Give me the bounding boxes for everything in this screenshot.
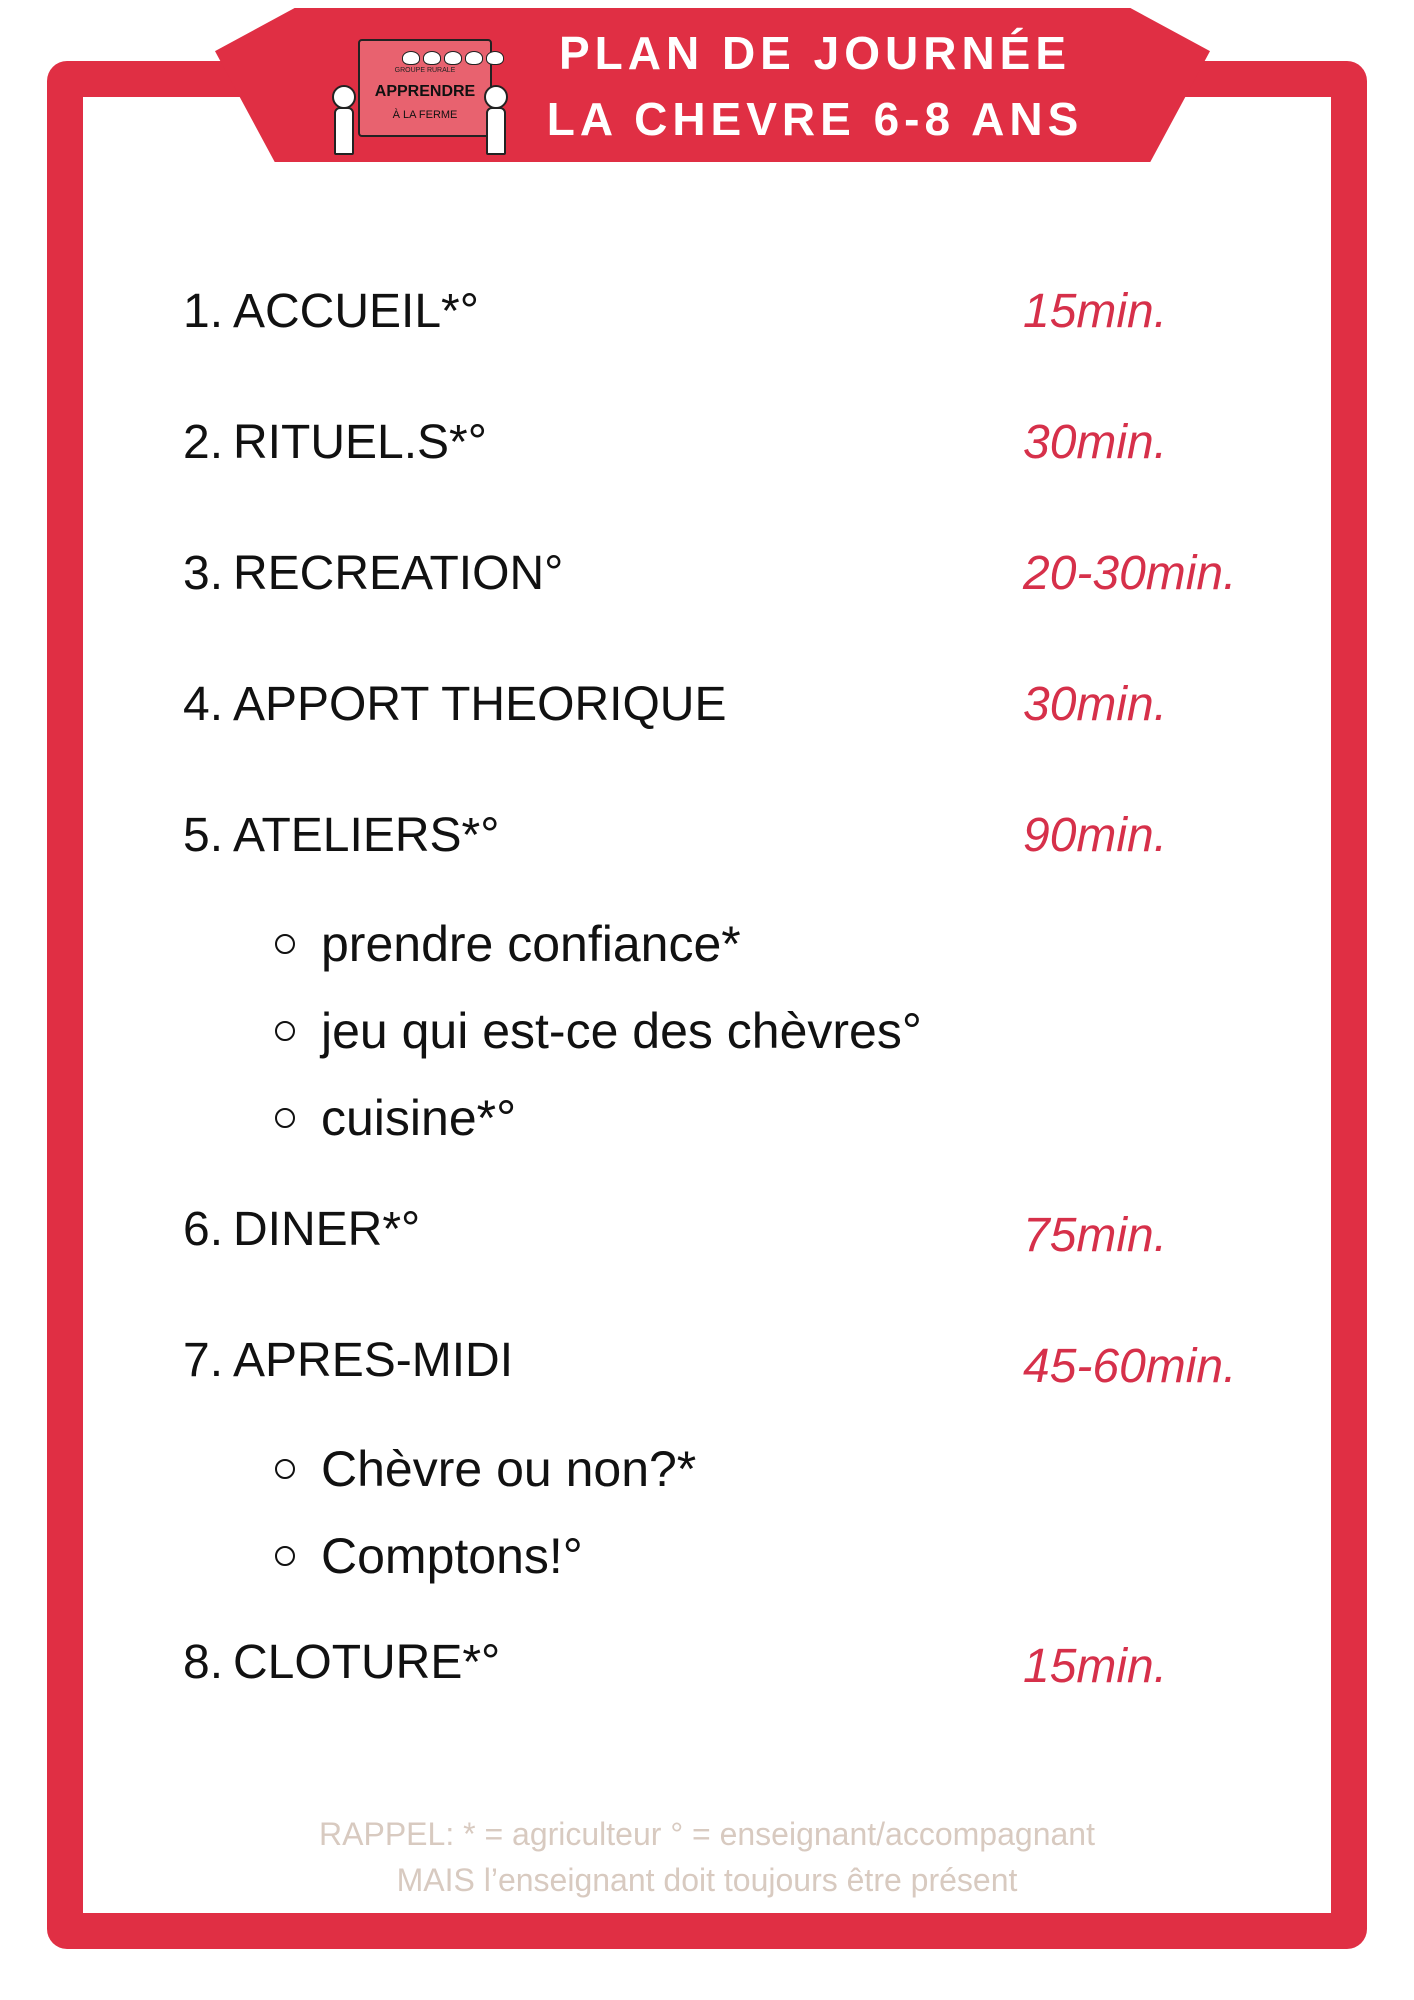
sub-item-label: cuisine*°: [321, 1090, 517, 1146]
sub-item-label: prendre confiance*: [321, 916, 741, 972]
sub-item: [275, 1001, 922, 1061]
circle-bullet-icon: [275, 1021, 295, 1041]
sub-item: [275, 1526, 583, 1586]
item-label: APPORT THEORIQUE: [233, 678, 727, 731]
circle-bullet-icon: [275, 934, 295, 954]
item-number: 1.: [183, 285, 224, 338]
item-label: DINER*°: [233, 1203, 421, 1256]
sub-item-label: Comptons!°: [321, 1528, 583, 1584]
logo-main-text: APPRENDRE: [374, 83, 476, 100]
sub-item: [275, 1088, 516, 1148]
item-label: RITUEL.S*°: [233, 416, 487, 469]
schedule-item: [183, 1633, 500, 1693]
item-number: 7.: [183, 1334, 224, 1387]
footer-reminder: RAPPEL: * = agriculteur ° = enseignant/accompagnant: [319, 1816, 1095, 1852]
schedule-item: [183, 1200, 420, 1260]
item-number: 4.: [183, 678, 224, 731]
item-number: 5.: [183, 809, 224, 862]
item-duration: 45-60min.: [1023, 1340, 1237, 1393]
sub-item: [275, 1439, 696, 1499]
schedule-item: [183, 544, 563, 604]
item-duration: 90min.: [1023, 809, 1168, 862]
item-duration: 15min.: [1023, 285, 1168, 338]
logo-sub-text: À LA FERME: [392, 109, 458, 121]
item-number: 8.: [183, 1636, 224, 1689]
sub-item-label: jeu qui est-ce des chèvres°: [321, 1003, 922, 1059]
item-number: 2.: [183, 416, 224, 469]
title-line-2: LA CHEVRE 6-8 ANS: [546, 93, 1084, 145]
schedule-item: [183, 675, 726, 735]
apprendre-logo: [330, 35, 510, 160]
logo-small-text: GROUPE RURALE: [394, 67, 456, 74]
item-duration: 30min.: [1023, 416, 1168, 469]
item-duration: 75min.: [1023, 1209, 1168, 1262]
item-label: ACCUEIL*°: [233, 285, 479, 338]
circle-bullet-icon: [275, 1108, 295, 1128]
item-label: CLOTURE*°: [233, 1636, 501, 1689]
sub-item: [275, 914, 741, 974]
item-label: RECREATION°: [233, 547, 564, 600]
item-duration: 20-30min.: [1023, 547, 1237, 600]
circle-bullet-icon: [275, 1546, 295, 1566]
item-label: APRES-MIDI: [233, 1334, 514, 1387]
item-duration: 30min.: [1023, 678, 1168, 731]
item-number: 6.: [183, 1203, 224, 1256]
logo-board: [358, 39, 492, 137]
child-girl-icon: [330, 85, 354, 155]
item-label: ATELIERS*°: [233, 809, 500, 862]
footer-note: MAIS l’enseignant doit toujours être présent: [396, 1862, 1018, 1898]
schedule-item: [183, 413, 487, 473]
child-boy-icon: [482, 85, 506, 155]
circle-bullet-icon: [275, 1459, 295, 1479]
schedule-item: [183, 1331, 513, 1391]
schedule-item: [183, 806, 499, 866]
title-line-1: PLAN DE JOURNÉE: [558, 27, 1072, 79]
sub-item-label: Chèvre ou non?*: [321, 1441, 697, 1497]
item-duration: 15min.: [1023, 1640, 1168, 1693]
animals-icon: [400, 51, 506, 67]
schedule-item: [183, 282, 479, 342]
page-title: [515, 20, 1115, 152]
item-number: 3.: [183, 547, 224, 600]
